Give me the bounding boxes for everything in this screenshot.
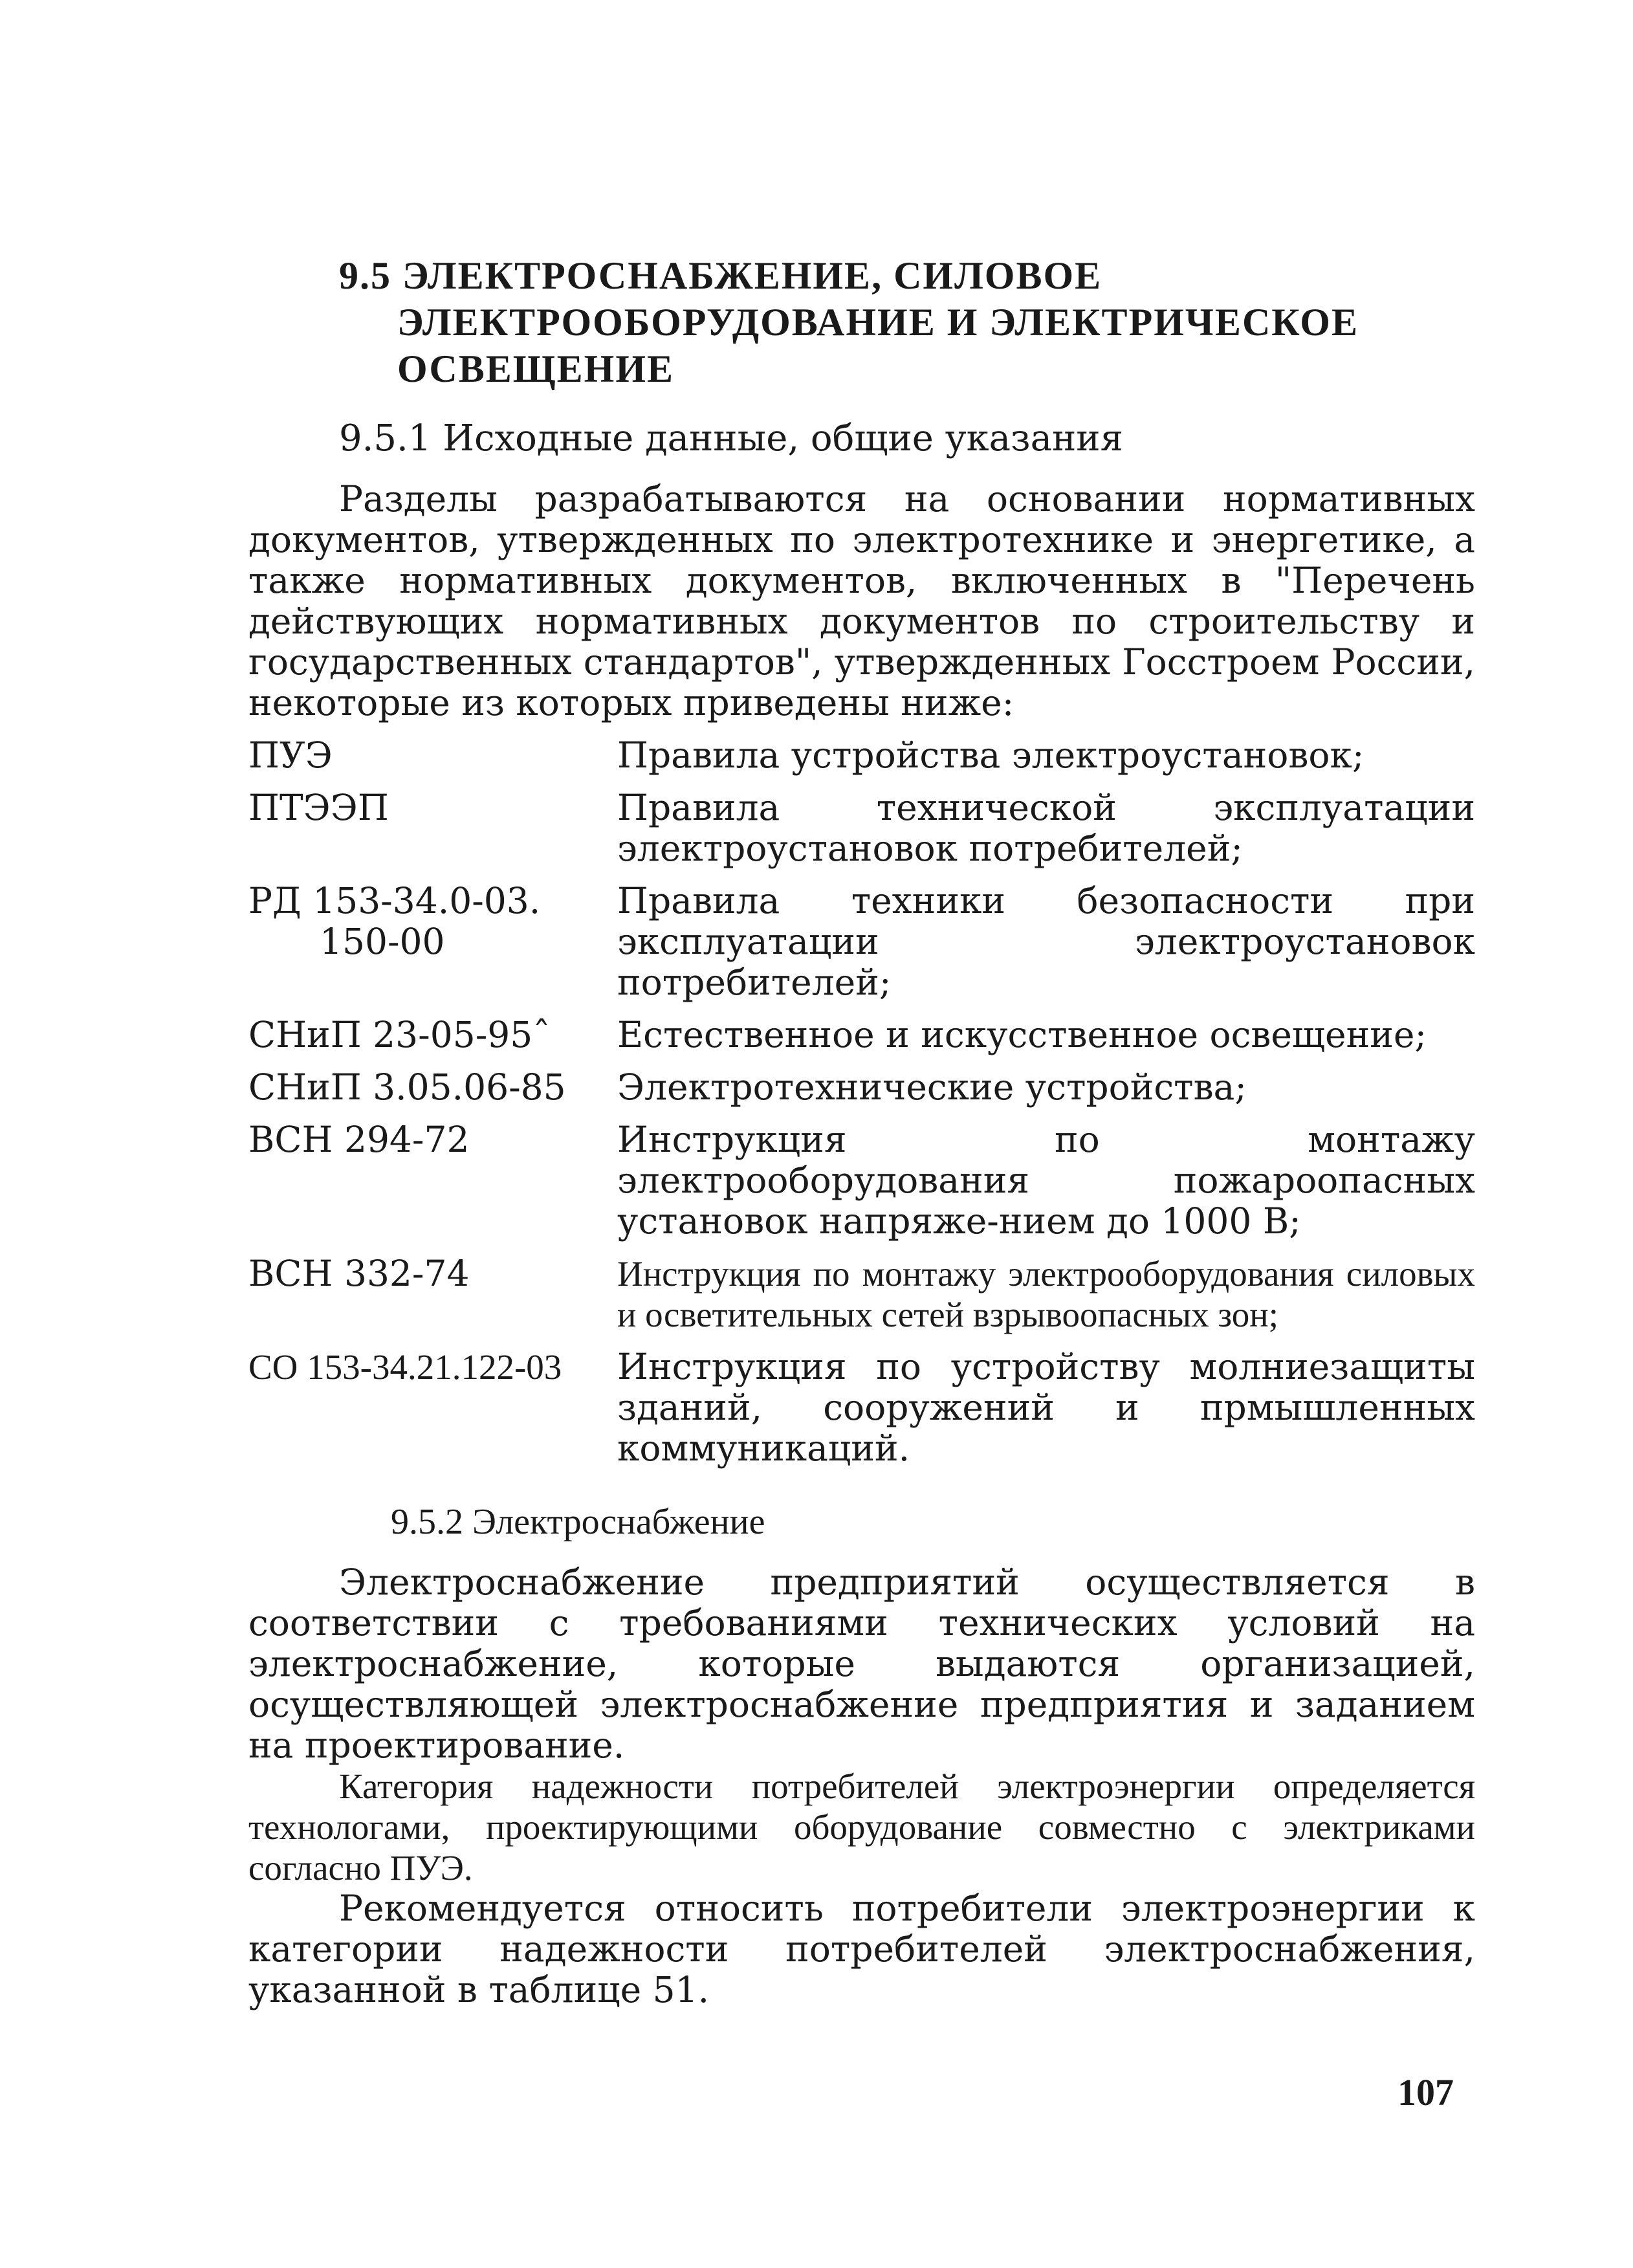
document-code bbox=[248, 787, 617, 869]
subsection-title-initial-data: 9.5.1 Исходные данные, общие указания bbox=[339, 417, 1123, 459]
document-code bbox=[248, 1067, 617, 1108]
document-code bbox=[248, 881, 617, 1003]
document-code-text: РД 153-34.0-03. bbox=[248, 880, 541, 921]
document-row bbox=[248, 1253, 1475, 1335]
document-row bbox=[248, 1119, 1475, 1242]
document-row bbox=[248, 735, 1475, 776]
document-description: Инструкция по монтажу электрооборудования силовых и осветительных сетей взрывоопасных зон; bbox=[617, 1254, 1475, 1334]
document-code-text: СНиП 23-05-95ˆ bbox=[248, 1014, 551, 1055]
document-code-continuation: 150-00 bbox=[320, 921, 445, 962]
documents-list bbox=[248, 735, 1475, 1469]
document-description: Правила технической эксплуатации электроустановок потребителей; bbox=[617, 787, 1475, 869]
subsection-title-power-supply: 9.5.2 Электроснабжение bbox=[391, 1502, 765, 1542]
document-code bbox=[248, 1119, 617, 1242]
document-code bbox=[248, 1347, 617, 1469]
document-code bbox=[248, 1015, 617, 1055]
document-code-text: ВСН 294-72 bbox=[248, 1119, 470, 1160]
document-description: Естественное и искусственное освещение; bbox=[617, 1014, 1427, 1055]
document-description: Инструкция по устройству молниезащиты зданий, сооружений и прмышленных коммуникаций. bbox=[617, 1346, 1475, 1469]
document-row bbox=[248, 1015, 1475, 1055]
document-code-text: ПУЭ bbox=[248, 734, 333, 776]
document-code bbox=[248, 1253, 617, 1335]
paragraph-recommendation: Рекомендуется относить потребители электроэнергии к категории надежности потребителей электроснабжения, указанной в таблице 51. bbox=[248, 1888, 1475, 2010]
document-code bbox=[248, 735, 617, 776]
document-description: Правила техники безопасности при эксплуатации электроустановок потребителей; bbox=[617, 880, 1475, 1003]
document-row bbox=[248, 881, 1475, 1003]
document-description: Электротехнические устройства; bbox=[617, 1066, 1247, 1108]
document-row bbox=[248, 1067, 1475, 1108]
document-code-text: ПТЭЭП bbox=[248, 787, 389, 828]
page-content bbox=[248, 252, 1475, 2010]
document-description: Инструкция по монтажу электрооборудования пожароопасных установок напряже-нием до 1000 В; bbox=[617, 1119, 1475, 1242]
document-description: Правила устройства электроустановок; bbox=[617, 734, 1364, 776]
intro-paragraph: Разделы разрабатываются на основании нормативных документов, утвержденных по электротехнике и энергетике, а также нормативных документов, включенных в "Перечень действующих нормативных документов по строительству и государственных стандартов", утвержденных Госстроем России, некоторые из которых приведены ниже: bbox=[248, 478, 1475, 723]
paragraph-power-supply: Электроснабжение предприятий осуществляется в соответствии с требованиями технических условий на электроснабжение, которые выдаются организацией, осуществляющей электроснабжение предприятия и заданием на проектирование. bbox=[248, 1561, 1475, 1766]
document-row bbox=[248, 787, 1475, 869]
document-code-text: ВСН 332-74 bbox=[248, 1253, 470, 1294]
paragraph-reliability-category: Категория надежности потребителей электроэнергии определяется технологами, проектирующими оборудование совместно с электриками согласно ПУЭ. bbox=[248, 1767, 1475, 1888]
section-heading: 9.5 ЭЛЕКТРОСНАБЖЕНИЕ, СИЛОВОЕ ЭЛЕКТРООБОРУДОВАНИЕ И ЭЛЕКТРИЧЕСКОЕ ОСВЕЩЕНИЕ bbox=[339, 254, 1359, 390]
document-code-text: СО 153-34.21.122-03 bbox=[248, 1347, 562, 1387]
document-row bbox=[248, 1347, 1475, 1469]
document-code-text: СНиП 3.05.06-85 bbox=[248, 1066, 566, 1108]
page-number: 107 bbox=[1397, 2071, 1454, 2113]
